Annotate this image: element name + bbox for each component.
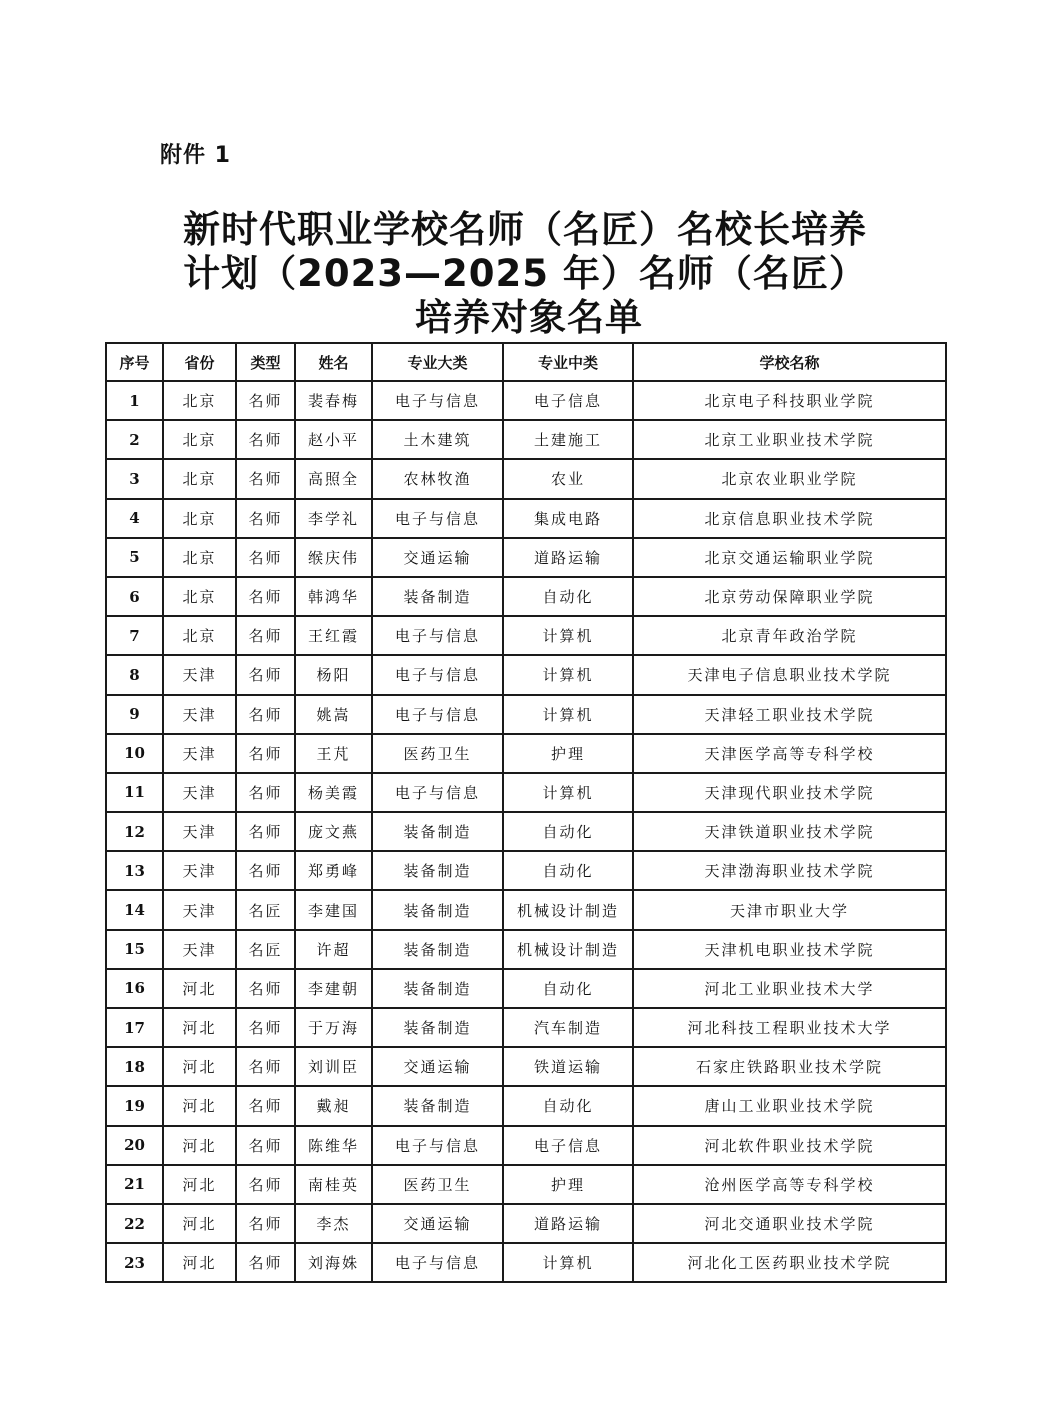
cell-major-category: 装备制造: [372, 969, 503, 1008]
cell-major-subcategory: 自动化: [503, 1086, 633, 1125]
cell-type: 名师: [236, 851, 295, 890]
table-row: [106, 1243, 946, 1282]
cell-school-name: 北京劳动保障职业学院: [633, 577, 946, 616]
cell-type: 名师: [236, 773, 295, 812]
cell-province: 河北: [163, 1126, 236, 1165]
cell-index: 2: [106, 420, 163, 459]
cell-major-subcategory: 农业: [503, 459, 633, 498]
cell-type: 名师: [236, 616, 295, 655]
cell-province: 天津: [163, 812, 236, 851]
cell-major-subcategory: 自动化: [503, 812, 633, 851]
table-row: [106, 577, 946, 616]
cell-name: 缑庆伟: [295, 538, 372, 577]
cell-province: 北京: [163, 381, 236, 420]
cell-province: 天津: [163, 851, 236, 890]
cell-major-category: 电子与信息: [372, 655, 503, 694]
cell-name: 南桂英: [295, 1165, 372, 1204]
table-row: [106, 969, 946, 1008]
cell-name: 韩鸿华: [295, 577, 372, 616]
cell-index: 3: [106, 459, 163, 498]
title-line-3: 培养对象名单: [415, 296, 643, 339]
table-row: [106, 1165, 946, 1204]
cell-type: 名师: [236, 1204, 295, 1243]
cell-name: 赵小平: [295, 420, 372, 459]
cell-school-name: 河北交通职业技术学院: [633, 1204, 946, 1243]
cell-major-subcategory: 集成电路: [503, 499, 633, 538]
title-line-1: 新时代职业学校名师（名匠）名校长培养: [183, 208, 867, 251]
cell-index: 16: [106, 969, 163, 1008]
cell-name: 高照全: [295, 459, 372, 498]
cell-major-subcategory: 计算机: [503, 655, 633, 694]
cell-major-category: 电子与信息: [372, 381, 503, 420]
header-index: 序号: [106, 343, 163, 381]
cell-major-subcategory: 机械设计制造: [503, 930, 633, 969]
table-body: [106, 381, 946, 1282]
table-row: [106, 812, 946, 851]
table-row: [106, 773, 946, 812]
table-row: [106, 1126, 946, 1165]
cell-index: 5: [106, 538, 163, 577]
cell-major-subcategory: 自动化: [503, 851, 633, 890]
cell-school-name: 石家庄铁路职业技术学院: [633, 1047, 946, 1086]
cell-province: 河北: [163, 1086, 236, 1125]
cell-index: 1: [106, 381, 163, 420]
cell-province: 河北: [163, 1204, 236, 1243]
cell-school-name: 北京信息职业技术学院: [633, 499, 946, 538]
cell-major-category: 交通运输: [372, 538, 503, 577]
cell-major-category: 医药卫生: [372, 734, 503, 773]
header-province: 省份: [163, 343, 236, 381]
cell-major-subcategory: 道路运输: [503, 1204, 633, 1243]
cell-province: 河北: [163, 1165, 236, 1204]
cell-major-category: 土木建筑: [372, 420, 503, 459]
cell-name: 王芃: [295, 734, 372, 773]
table-row: [106, 499, 946, 538]
cell-type: 名师: [236, 1086, 295, 1125]
cell-name: 李建朝: [295, 969, 372, 1008]
cell-name: 戴昶: [295, 1086, 372, 1125]
cell-province: 北京: [163, 577, 236, 616]
cell-major-subcategory: 计算机: [503, 695, 633, 734]
cell-province: 天津: [163, 890, 236, 929]
cell-index: 22: [106, 1204, 163, 1243]
cell-major-subcategory: 汽车制造: [503, 1008, 633, 1047]
cell-major-subcategory: 自动化: [503, 577, 633, 616]
cell-major-category: 装备制造: [372, 930, 503, 969]
cell-index: 13: [106, 851, 163, 890]
cell-name: 杨美霞: [295, 773, 372, 812]
cell-name: 刘训臣: [295, 1047, 372, 1086]
cell-province: 河北: [163, 969, 236, 1008]
cell-name: 李学礼: [295, 499, 372, 538]
attachment-label: 附件 1: [160, 143, 231, 168]
cell-name: 许超: [295, 930, 372, 969]
title-line-2: 计划（2023—2025 年）名师（名匠）: [183, 252, 867, 295]
cell-school-name: 天津铁道职业技术学院: [633, 812, 946, 851]
cell-school-name: 天津医学高等专科学校: [633, 734, 946, 773]
table-row: [106, 1008, 946, 1047]
table-row: [106, 890, 946, 929]
cell-type: 名师: [236, 812, 295, 851]
cell-type: 名匠: [236, 890, 295, 929]
cell-major-category: 电子与信息: [372, 616, 503, 655]
cell-type: 名匠: [236, 930, 295, 969]
cell-school-name: 北京交通运输职业学院: [633, 538, 946, 577]
cell-index: 7: [106, 616, 163, 655]
cell-major-subcategory: 自动化: [503, 969, 633, 1008]
cell-type: 名师: [236, 655, 295, 694]
table-row: [106, 1086, 946, 1125]
table-row: [106, 1204, 946, 1243]
cell-index: 23: [106, 1243, 163, 1282]
cell-index: 8: [106, 655, 163, 694]
cell-province: 河北: [163, 1008, 236, 1047]
cell-province: 北京: [163, 420, 236, 459]
cell-type: 名师: [236, 1165, 295, 1204]
cell-province: 河北: [163, 1243, 236, 1282]
cell-province: 天津: [163, 930, 236, 969]
cell-index: 11: [106, 773, 163, 812]
cell-province: 北京: [163, 499, 236, 538]
cell-name: 李建国: [295, 890, 372, 929]
cell-school-name: 河北科技工程职业技术大学: [633, 1008, 946, 1047]
cell-major-subcategory: 计算机: [503, 616, 633, 655]
cell-school-name: 天津渤海职业技术学院: [633, 851, 946, 890]
cell-index: 18: [106, 1047, 163, 1086]
cell-major-category: 装备制造: [372, 812, 503, 851]
cell-type: 名师: [236, 1008, 295, 1047]
cell-major-subcategory: 电子信息: [503, 1126, 633, 1165]
document-title: [105, 208, 945, 340]
cell-school-name: 天津轻工职业技术学院: [633, 695, 946, 734]
cell-index: 20: [106, 1126, 163, 1165]
table-row: [106, 381, 946, 420]
cell-major-subcategory: 土建施工: [503, 420, 633, 459]
table-row: [106, 734, 946, 773]
table-row: [106, 695, 946, 734]
table-row: [106, 655, 946, 694]
cell-school-name: 天津电子信息职业技术学院: [633, 655, 946, 694]
cell-name: 陈维华: [295, 1126, 372, 1165]
cell-index: 9: [106, 695, 163, 734]
cell-school-name: 天津机电职业技术学院: [633, 930, 946, 969]
header-name: 姓名: [295, 343, 372, 381]
cell-name: 姚嵩: [295, 695, 372, 734]
cell-major-subcategory: 计算机: [503, 1243, 633, 1282]
header-type: 类型: [236, 343, 295, 381]
cell-index: 14: [106, 890, 163, 929]
cell-province: 北京: [163, 538, 236, 577]
cell-major-subcategory: 护理: [503, 1165, 633, 1204]
cell-major-subcategory: 铁道运输: [503, 1047, 633, 1086]
table-row: [106, 930, 946, 969]
cell-major-category: 交通运输: [372, 1204, 503, 1243]
cell-major-category: 电子与信息: [372, 695, 503, 734]
cell-major-category: 医药卫生: [372, 1165, 503, 1204]
cell-name: 郑勇峰: [295, 851, 372, 890]
header-major-category: 专业大类: [372, 343, 503, 381]
cell-school-name: 北京电子科技职业学院: [633, 381, 946, 420]
cell-major-category: 电子与信息: [372, 499, 503, 538]
cell-school-name: 河北化工医药职业技术学院: [633, 1243, 946, 1282]
table-header-row: [106, 343, 946, 381]
roster-table: [105, 342, 947, 1283]
cell-name: 刘海姝: [295, 1243, 372, 1282]
cell-type: 名师: [236, 1047, 295, 1086]
cell-school-name: 河北工业职业技术大学: [633, 969, 946, 1008]
cell-name: 裴春梅: [295, 381, 372, 420]
table-row: [106, 1047, 946, 1086]
cell-province: 天津: [163, 773, 236, 812]
header-major-subcategory: 专业中类: [503, 343, 633, 381]
cell-province: 天津: [163, 695, 236, 734]
cell-name: 李杰: [295, 1204, 372, 1243]
cell-index: 19: [106, 1086, 163, 1125]
cell-province: 北京: [163, 459, 236, 498]
cell-school-name: 北京青年政治学院: [633, 616, 946, 655]
cell-school-name: 沧州医学高等专科学校: [633, 1165, 946, 1204]
cell-name: 王红霞: [295, 616, 372, 655]
cell-school-name: 河北软件职业技术学院: [633, 1126, 946, 1165]
cell-name: 庞文燕: [295, 812, 372, 851]
cell-major-category: 装备制造: [372, 577, 503, 616]
cell-school-name: 北京工业职业技术学院: [633, 420, 946, 459]
cell-index: 10: [106, 734, 163, 773]
cell-index: 21: [106, 1165, 163, 1204]
cell-type: 名师: [236, 1243, 295, 1282]
cell-type: 名师: [236, 1126, 295, 1165]
cell-index: 15: [106, 930, 163, 969]
cell-school-name: 天津现代职业技术学院: [633, 773, 946, 812]
cell-major-category: 电子与信息: [372, 1243, 503, 1282]
cell-major-subcategory: 计算机: [503, 773, 633, 812]
cell-type: 名师: [236, 499, 295, 538]
cell-province: 天津: [163, 734, 236, 773]
cell-type: 名师: [236, 420, 295, 459]
cell-index: 12: [106, 812, 163, 851]
cell-major-subcategory: 道路运输: [503, 538, 633, 577]
cell-type: 名师: [236, 734, 295, 773]
cell-major-subcategory: 护理: [503, 734, 633, 773]
table-row: [106, 459, 946, 498]
cell-major-category: 电子与信息: [372, 1126, 503, 1165]
cell-type: 名师: [236, 695, 295, 734]
cell-major-category: 电子与信息: [372, 773, 503, 812]
cell-major-subcategory: 机械设计制造: [503, 890, 633, 929]
table-row: [106, 420, 946, 459]
cell-index: 6: [106, 577, 163, 616]
cell-name: 于万海: [295, 1008, 372, 1047]
cell-major-category: 农林牧渔: [372, 459, 503, 498]
cell-major-category: 交通运输: [372, 1047, 503, 1086]
cell-type: 名师: [236, 969, 295, 1008]
cell-index: 4: [106, 499, 163, 538]
cell-school-name: 唐山工业职业技术学院: [633, 1086, 946, 1125]
cell-province: 河北: [163, 1047, 236, 1086]
cell-major-category: 装备制造: [372, 1008, 503, 1047]
cell-major-category: 装备制造: [372, 851, 503, 890]
cell-province: 北京: [163, 616, 236, 655]
cell-type: 名师: [236, 381, 295, 420]
header-school-name: 学校名称: [633, 343, 946, 381]
table-row: [106, 538, 946, 577]
cell-school-name: 天津市职业大学: [633, 890, 946, 929]
cell-type: 名师: [236, 538, 295, 577]
cell-school-name: 北京农业职业学院: [633, 459, 946, 498]
cell-major-category: 装备制造: [372, 1086, 503, 1125]
cell-type: 名师: [236, 577, 295, 616]
table-row: [106, 851, 946, 890]
cell-major-category: 装备制造: [372, 890, 503, 929]
cell-major-subcategory: 电子信息: [503, 381, 633, 420]
cell-province: 天津: [163, 655, 236, 694]
cell-type: 名师: [236, 459, 295, 498]
cell-index: 17: [106, 1008, 163, 1047]
cell-name: 杨阳: [295, 655, 372, 694]
table-row: [106, 616, 946, 655]
